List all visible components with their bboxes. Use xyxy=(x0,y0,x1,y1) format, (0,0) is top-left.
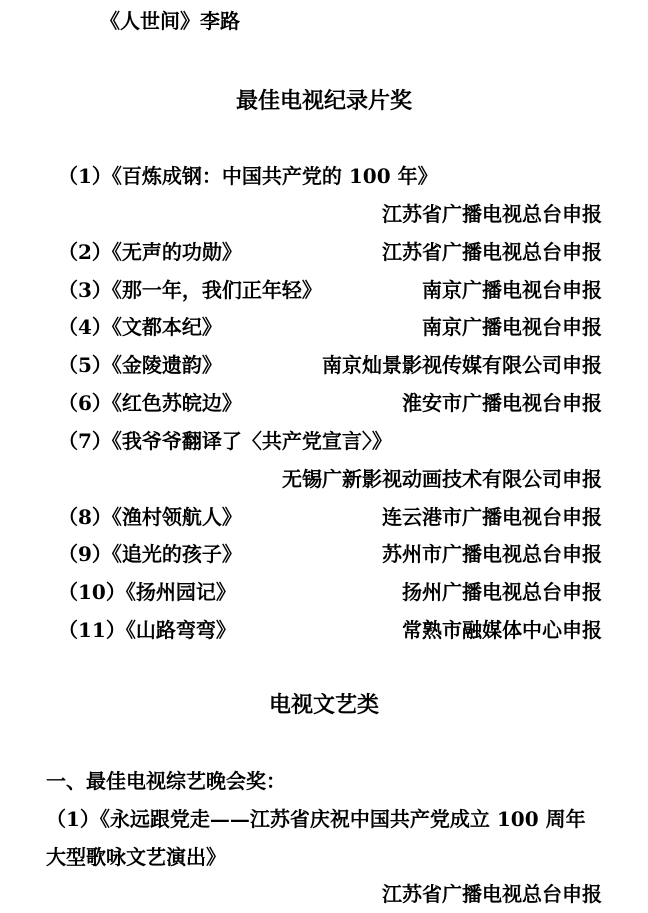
entry-title: （3）《那一年，我们正年轻》 xyxy=(58,278,322,302)
entry-org: 淮安市广播电视台申报 xyxy=(402,391,602,415)
entry-title: （7）《我爷爷翻译了〈共产党宣言〉》 xyxy=(58,429,392,453)
entry-org: 苏州市广播电视总台申报 xyxy=(382,542,602,566)
entry-org: 江苏省广播电视总台申报 xyxy=(382,882,602,906)
entry-title: （5）《金陵遗韵》 xyxy=(58,353,222,377)
entry-org: 扬州广播电视总台申报 xyxy=(402,580,602,604)
entry-org: 南京广播电视台申报 xyxy=(422,315,602,339)
entry-title: （10）《扬州园记》 xyxy=(58,580,236,604)
entry-title: （8）《渔村领航人》 xyxy=(58,505,242,529)
entry-org: 无锡广新影视动画技术有限公司申报 xyxy=(282,467,602,491)
entry-title: （4）《文都本纪》 xyxy=(58,315,222,339)
entry-org: 南京灿景影视传媒有限公司申报 xyxy=(322,353,602,377)
entry-title: （1）《百炼成钢：中国共产党的 100 年》 xyxy=(58,164,438,188)
entry-org: 江苏省广播电视总台申报 xyxy=(382,202,602,226)
award-entry-renshijian: 《人世间》李路 xyxy=(100,9,240,33)
subsection-heading-variety-gala: 一、最佳电视综艺晚会奖： xyxy=(46,769,286,793)
section-heading-documentary: 最佳电视纪录片奖 xyxy=(235,88,412,114)
entry-title: （9）《追光的孩子》 xyxy=(58,542,242,566)
entry-title: （11）《山路弯弯》 xyxy=(58,618,236,642)
entry-title: （1）《永远跟党走——江苏省庆祝中国共产党成立 100 周年 xyxy=(46,807,586,831)
entry-org: 江苏省广播电视总台申报 xyxy=(382,240,602,264)
entry-org: 常熟市融媒体中心申报 xyxy=(402,618,602,642)
entry-org: 连云港市广播电视台申报 xyxy=(382,505,602,529)
entry-org: 南京广播电视台申报 xyxy=(422,278,602,302)
section-heading-tv-arts: 电视文艺类 xyxy=(268,692,379,718)
entry-title: （2）《无声的功勋》 xyxy=(58,240,242,264)
entry-title: （6）《红色苏皖边》 xyxy=(58,391,242,415)
entry-title-continuation: 大型歌咏文艺演出》 xyxy=(46,845,226,869)
